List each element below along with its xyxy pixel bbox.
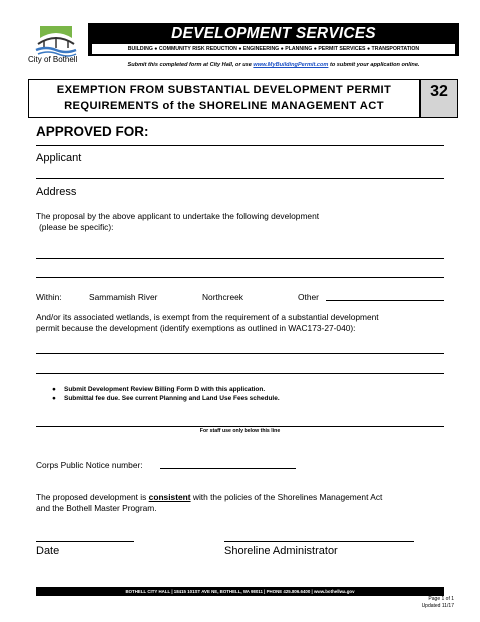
form-number: 32 <box>420 79 458 118</box>
form-title-line1: EXEMPTION FROM SUBSTANTIAL DEVELOPMENT PERMIT <box>56 84 392 96</box>
applicant-label: Applicant <box>36 152 82 164</box>
administrator-signature-field[interactable] <box>224 541 414 542</box>
administrator-label: Shoreline Administrator <box>224 545 338 557</box>
corps-notice-label: Corps Public Notice number: <box>36 460 143 470</box>
option-northcreek: Northcreek <box>202 292 243 302</box>
proposal-text-line2: (please be specific): <box>39 222 114 232</box>
bullet-billing-form: ● Submit Development Review Billing Form D with this application. <box>52 386 266 393</box>
address-label: Address <box>36 186 77 198</box>
staff-divider <box>36 426 444 427</box>
exemption-field-1[interactable] <box>36 353 444 354</box>
approved-for-heading: APPROVED FOR: <box>36 124 149 139</box>
exempt-text-line2: permit because the development (identify exemptions as outlined in WAC173-27-040): <box>36 323 356 333</box>
header-banner <box>88 23 459 56</box>
banner-title: DEVELOPMENT SERVICES <box>171 25 376 42</box>
page-info <box>380 596 454 609</box>
consistency-text-line1 <box>36 492 382 503</box>
proposal-field-2[interactable] <box>36 277 444 278</box>
banner-subtitle: BUILDING ● COMMUNITY RISK REDUCTION ● ENGINEERING ● PLANNING ● PERMIT SERVICES ● TRANSPORTATION <box>92 44 455 54</box>
city-name: City of Bothell <box>28 55 78 64</box>
date-label: Date <box>36 545 60 557</box>
within-label: Within: <box>36 292 62 302</box>
option-other: Other <box>298 292 319 302</box>
proposal-field-1[interactable] <box>36 258 444 259</box>
option-sammamish-river: Sammamish River <box>89 292 158 302</box>
exempt-text-line1: And/or its associated wetlands, is exempt from the requirement of a substantial development <box>36 312 379 322</box>
other-field[interactable] <box>326 300 444 301</box>
address-field[interactable] <box>36 178 444 179</box>
mybuildingpermit-link[interactable]: www.MyBuildingPermit.com <box>253 62 329 68</box>
consistency-text-line2: and the Bothell Master Program. <box>36 503 157 513</box>
bullet-submittal-fee-text: Submittal fee due. See current Planning and Land Use Fees schedule. <box>64 395 280 402</box>
consistency-prefix: The proposed development is <box>36 492 149 502</box>
approved-for-line[interactable] <box>36 145 444 146</box>
page-number: Page 1 of 1 <box>428 596 454 602</box>
staff-only-note: For staff use only below this line <box>199 428 281 434</box>
form-title-box <box>28 79 420 118</box>
updated-date: Updated 11/17 <box>421 602 454 609</box>
submit-note-suffix: to submit your application online. <box>328 62 420 68</box>
proposal-text-line1: The proposal by the above applicant to undertake the following development <box>36 211 320 221</box>
corps-notice-field[interactable] <box>160 468 296 469</box>
submit-note <box>88 62 459 68</box>
consistency-word: consistent <box>148 492 191 502</box>
date-field[interactable] <box>36 541 134 542</box>
consistency-suffix: with the policies of the Shorelines Management Act <box>190 492 383 502</box>
footer-address-bar: BOTHELL CITY HALL | 18415 101ST AVE NE, BOTHELL, WA 98011 | PHONE 425.806.6400 | www.bothellwa.gov <box>36 587 444 596</box>
submit-note-prefix: Submit this completed form at City Hall, or use <box>127 62 254 68</box>
bullet-submittal-fee: ● Submittal fee due. See current Planning and Land Use Fees schedule. <box>52 395 280 402</box>
bullet-billing-form-text: Submit Development Review Billing Form D with this application. <box>64 386 266 393</box>
form-title-line2: REQUIREMENTS of the SHORELINE MANAGEMENT ACT <box>64 100 384 112</box>
exemption-field-2[interactable] <box>36 373 444 374</box>
